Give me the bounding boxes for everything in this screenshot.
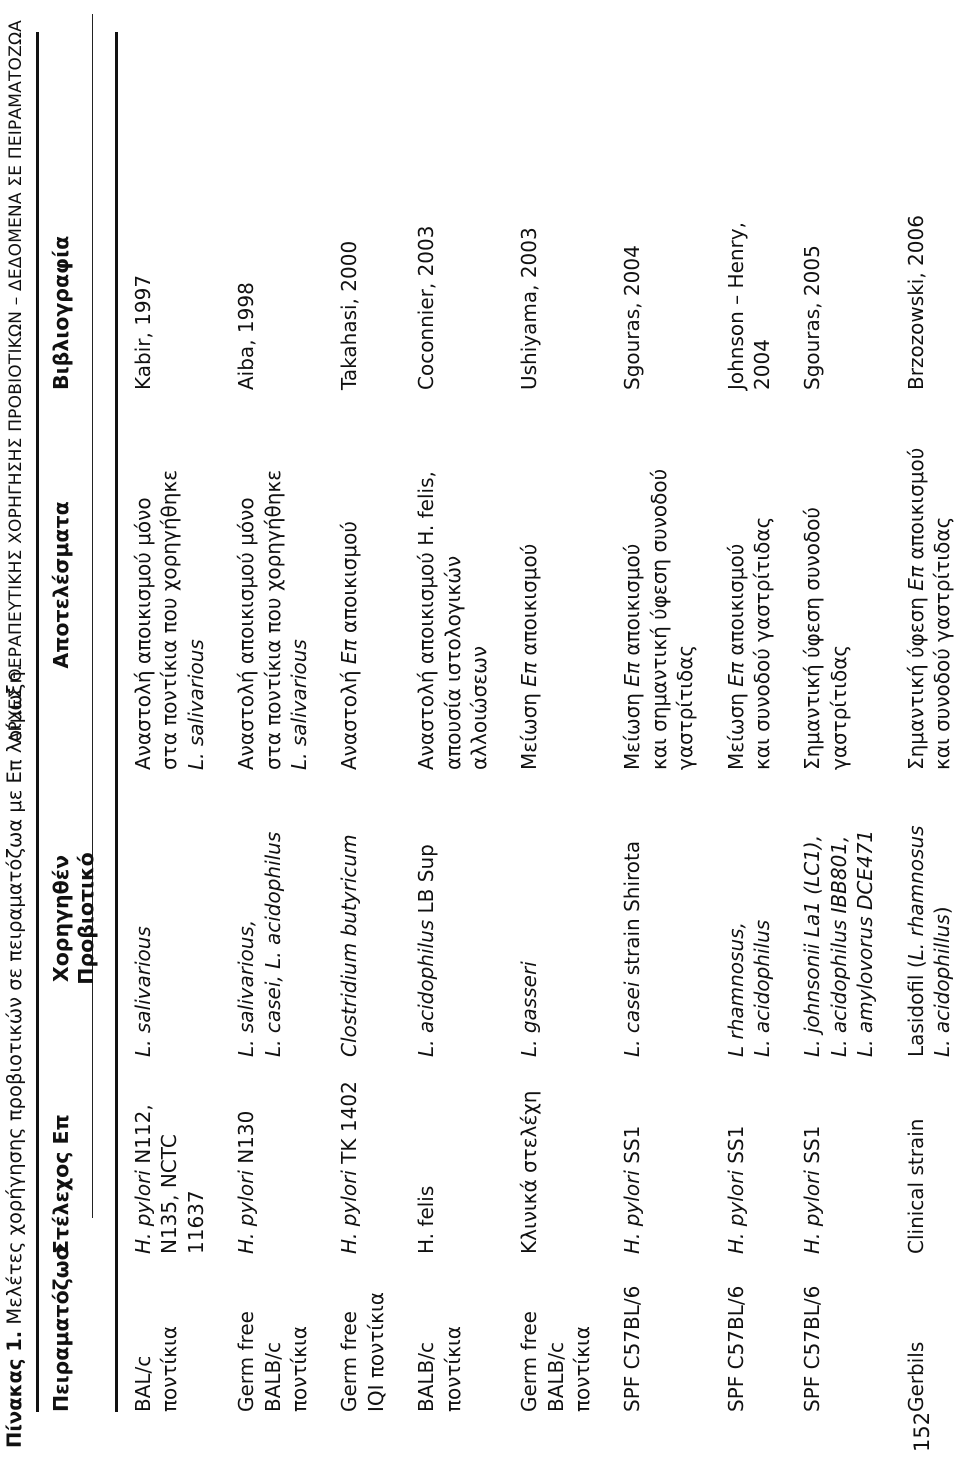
cell-probiotic <box>611 770 714 1057</box>
cell-line <box>723 400 749 770</box>
cell-line: Germ free <box>517 1311 542 1412</box>
cell-line <box>619 1067 645 1254</box>
cell-line <box>413 1067 439 1254</box>
cell-animal <box>508 1254 611 1412</box>
cell-text-italic: L. acidophilus IBB801, <box>826 835 851 1057</box>
table-row <box>895 32 960 1412</box>
cell-line <box>723 1067 749 1254</box>
cell-line <box>130 1067 156 1254</box>
cell-reference <box>225 32 328 390</box>
cell-results <box>611 390 714 770</box>
cell-text: αποικισμού <box>903 447 928 566</box>
cell-text-italic: H. pylori <box>800 1170 825 1254</box>
probiotics-table <box>36 32 960 1412</box>
cell-text: Μείωση <box>723 686 748 770</box>
cell-text: αποικισμού <box>517 543 542 663</box>
cell-reference <box>895 32 960 390</box>
cell-line: BALB/c ποντίκια <box>543 1326 595 1412</box>
cell-text-italic: L. salivarious <box>183 639 208 770</box>
cell-text-italic: H. pylori <box>337 1170 362 1254</box>
cell-line: BAL/c ποντίκια <box>131 1326 182 1412</box>
cell-line <box>336 1067 362 1254</box>
cell-text-italic: Επ <box>903 566 928 591</box>
table-row <box>225 32 328 1412</box>
header-probiotic-line1: Χορηγηθέν <box>49 854 73 983</box>
cell-text-italic: H. pylori <box>234 1170 259 1254</box>
cell-line <box>183 400 209 770</box>
cell-text: SS1 <box>620 1125 645 1171</box>
cell-line: IQI ποντίκια <box>363 1292 388 1412</box>
cell-text-italic: H. pylori <box>723 1170 748 1254</box>
cell-results <box>328 390 405 770</box>
cell-line <box>156 1067 209 1254</box>
cell-animal <box>791 1254 894 1412</box>
header-reference: Βιβλιογραφία <box>49 235 73 390</box>
cell-text-italic: L. johnsonii La1 (LC1), <box>800 834 825 1057</box>
cell-line: Ushiyama, 2003 <box>517 227 542 390</box>
cell-text: γαστρίτιδας <box>826 644 851 770</box>
cell-line <box>260 780 286 1057</box>
table-row <box>715 32 792 1412</box>
cell-probiotic <box>328 770 405 1057</box>
cell-line <box>233 1067 259 1254</box>
cell-line: Aiba, 1998 <box>234 282 259 390</box>
page-number: 152 <box>910 1411 934 1452</box>
cell-line <box>749 400 775 770</box>
table-caption <box>3 665 26 1448</box>
table-row <box>611 32 714 1412</box>
cell-text: αποικισμού <box>337 521 362 640</box>
cell-line <box>130 780 156 1057</box>
cell-line: Gerbils <box>903 1341 928 1412</box>
cell-results <box>225 390 328 770</box>
cell-text-italic: L. salivarious <box>131 926 155 1057</box>
cell-line <box>672 400 698 770</box>
cell-text: ) <box>929 906 954 915</box>
cell-strain <box>895 1057 960 1254</box>
cell-animal <box>715 1254 792 1412</box>
cell-probiotic <box>508 770 611 1057</box>
cell-animal <box>405 1254 508 1412</box>
cell-line <box>799 400 825 770</box>
cell-text: H. felis <box>414 1185 439 1254</box>
cell-animal <box>895 1254 960 1412</box>
cell-text: Σημαντική ύφεση συνοδού <box>800 506 825 770</box>
cell-strain <box>225 1057 328 1254</box>
cell-line <box>516 780 542 1057</box>
cell-text: αποικισμού <box>723 543 748 663</box>
cell-text: Αναστολή αποικισμού μόνο <box>234 497 259 770</box>
cell-text: Μείωση <box>517 686 542 770</box>
cell-text: Αναστολή <box>337 664 362 770</box>
cell-text-italic: L. amylovorus DCE471 <box>853 829 878 1057</box>
cell-line: Johnson – Henry, <box>723 222 748 390</box>
cell-line <box>233 400 259 770</box>
cell-text-italic: Επ <box>337 639 362 665</box>
cell-reference <box>405 32 508 390</box>
cell-animal <box>328 1254 405 1412</box>
cell-line <box>826 780 852 1057</box>
cell-text-italic: L. salivarious <box>286 639 311 770</box>
table-row <box>117 32 226 1412</box>
cell-line <box>413 780 439 1057</box>
cell-text: και σημαντική ύφεση συνοδού <box>646 468 671 770</box>
cell-line <box>723 780 749 1057</box>
cell-text-italic: H. pylori <box>620 1170 645 1254</box>
cell-line: BALB/c ποντίκια <box>260 1326 311 1412</box>
cell-line <box>619 400 645 770</box>
table-header-row <box>38 32 116 1412</box>
cell-line: BALB/c <box>414 1342 439 1412</box>
cell-line <box>799 1067 825 1254</box>
cell-text: αλλοιώσεων <box>466 645 491 770</box>
cell-text: N112, <box>131 1104 155 1171</box>
cell-strain <box>405 1057 508 1254</box>
cell-animal <box>611 1254 714 1412</box>
cell-text: Αναστολή αποικισμού H. felis, <box>414 471 439 770</box>
table-caption-label: Πίνακας 1. <box>3 1330 26 1448</box>
cell-line <box>286 400 312 770</box>
cell-reference <box>117 32 226 390</box>
cell-text: στα ποντίκια που χορηγήθηκε <box>157 470 182 770</box>
cell-line: Germ free <box>234 1311 259 1412</box>
cell-probiotic <box>895 770 960 1057</box>
cell-line <box>826 400 852 770</box>
cell-line <box>516 1067 542 1254</box>
cell-line <box>260 400 286 770</box>
cell-line <box>646 400 672 770</box>
cell-text: N130 <box>234 1110 259 1171</box>
cell-line <box>413 400 439 770</box>
cell-line <box>903 1067 929 1254</box>
cell-text-italic: Clostridium butyricum <box>337 834 362 1057</box>
cell-reference <box>611 32 714 390</box>
cell-text: απουσία ιστολογικών <box>440 555 465 770</box>
cell-text-italic: H. pylori <box>131 1170 155 1254</box>
cell-strain <box>791 1057 894 1254</box>
cell-results <box>791 390 894 770</box>
header-animal: Πειραματόζωο <box>49 1246 73 1412</box>
cell-text: SS1 <box>723 1125 748 1171</box>
table-row <box>405 32 508 1412</box>
cell-probiotic <box>117 770 226 1057</box>
cell-text: Μείωση <box>620 686 645 770</box>
cell-text: και συνοδού γαστρίτιδας <box>750 516 775 770</box>
table-row <box>791 32 894 1412</box>
running-header: ΑΡΧΕΣ ΘΕΡΑΠΕΥΤΙΚΗΣ ΧΟΡΗΓΗΣΗΣ ΠΡΟΒΙΟΤΙΚΩΝ – ΔΕΔΟΜΕΝΑ ΣΕ ΠΕΙΡΑΜΑΤΟΖΩΑ <box>6 20 26 744</box>
cell-reference <box>791 32 894 390</box>
cell-results <box>405 390 508 770</box>
table-body <box>117 32 960 1412</box>
cell-text: γαστρίτιδας <box>673 644 698 770</box>
header-probiotic <box>38 770 116 1057</box>
cell-results <box>895 390 960 770</box>
cell-line: SPF C57BL/6 <box>723 1285 748 1412</box>
cell-line <box>619 780 645 1057</box>
cell-line: Kabir, 1997 <box>131 274 155 390</box>
cell-text-italic: L. acidophilus <box>750 919 775 1057</box>
cell-text: N135, NCTC 11637 <box>157 1134 208 1254</box>
cell-line <box>799 780 825 1057</box>
cell-strain <box>508 1057 611 1254</box>
cell-text-italic: Επ <box>723 662 748 687</box>
cell-line <box>929 780 955 1057</box>
header-strain: Στέλεχος Επ <box>49 1114 73 1254</box>
cell-text-italic: L. salivarious, <box>234 919 259 1057</box>
cell-line <box>336 780 362 1057</box>
cell-text-italic: Επ <box>620 662 645 687</box>
cell-line <box>749 780 775 1057</box>
cell-probiotic <box>715 770 792 1057</box>
cell-probiotic <box>225 770 328 1057</box>
table-row <box>508 32 611 1412</box>
cell-line: Sgouras, 2005 <box>800 245 825 390</box>
cell-strain <box>611 1057 714 1254</box>
cell-line <box>466 400 492 770</box>
cell-line <box>440 400 466 770</box>
cell-line <box>156 400 182 770</box>
cell-text-italic: L. gasseri <box>517 961 542 1057</box>
cell-results <box>508 390 611 770</box>
cell-text: Κλινικά στελέχη <box>517 1090 542 1254</box>
cell-text-italic: L. acidophilus <box>414 919 439 1057</box>
cell-line <box>516 400 542 770</box>
cell-line <box>233 780 259 1057</box>
cell-text-italic: L. casei, L. acidophilus <box>260 831 285 1057</box>
cell-line <box>903 780 929 1057</box>
cell-line <box>130 400 156 770</box>
cell-line <box>929 400 955 770</box>
cell-text: και συνοδού γαστρίτιδας <box>929 516 954 770</box>
table-caption-text: Μελέτες χορήγησης προβιοτικών σε πειραματόζωα με Επ λοίμωξη. <box>3 665 26 1331</box>
cell-strain <box>715 1057 792 1254</box>
cell-text: SS1 <box>800 1125 825 1171</box>
cell-text-italic: L. acidophillus <box>929 914 954 1057</box>
cell-text: Αναστολή αποικισμού μόνο <box>131 497 155 770</box>
cell-animal <box>117 1254 226 1412</box>
cell-reference <box>328 32 405 390</box>
cell-text-italic: Επ <box>517 662 542 687</box>
table-row <box>328 32 405 1412</box>
cell-text: στα ποντίκια που χορηγήθηκε <box>260 470 285 770</box>
cell-text-italic: L. rhamnosus <box>903 825 928 961</box>
cell-results <box>117 390 226 770</box>
cell-text: Clinical strain <box>903 1118 928 1254</box>
cell-text: LB Sup <box>414 844 439 920</box>
cell-line: SPF C57BL/6 <box>800 1285 825 1412</box>
cell-text-italic: L. casei <box>620 981 645 1057</box>
cell-line <box>903 400 929 770</box>
cell-strain <box>328 1057 405 1254</box>
cell-line: 2004 <box>750 339 775 390</box>
cell-line: Takahasi, 2000 <box>337 240 362 390</box>
cell-line: Germ free <box>337 1311 362 1412</box>
cell-line: Coconnier, 2003 <box>414 225 439 390</box>
cell-text-italic: L rhamnosus, <box>723 922 748 1057</box>
cell-text: αποικισμού <box>620 543 645 663</box>
cell-line <box>852 780 878 1057</box>
cell-strain <box>117 1057 226 1254</box>
cell-text: strain Shirota <box>620 840 645 982</box>
cell-line: Brzozowski, 2006 <box>903 215 928 390</box>
header-results: Αποτελέσματα <box>49 501 73 669</box>
cell-text: TK 1402 <box>337 1081 362 1171</box>
cell-probiotic <box>405 770 508 1057</box>
cell-reference <box>508 32 611 390</box>
cell-line: SPF C57BL/6 <box>620 1285 645 1412</box>
cell-text: Lasidofil ( <box>903 960 928 1057</box>
cell-probiotic <box>791 770 894 1057</box>
cell-text: Σημαντική ύφεση <box>903 590 928 770</box>
cell-line: ποντίκια <box>440 1326 465 1412</box>
cell-line: Sgouras, 2004 <box>620 245 645 390</box>
cell-line <box>336 400 362 770</box>
cell-results <box>715 390 792 770</box>
cell-animal <box>225 1254 328 1412</box>
header-probiotic-line2: Προβιοτικό <box>74 852 98 985</box>
cell-reference <box>715 32 792 390</box>
